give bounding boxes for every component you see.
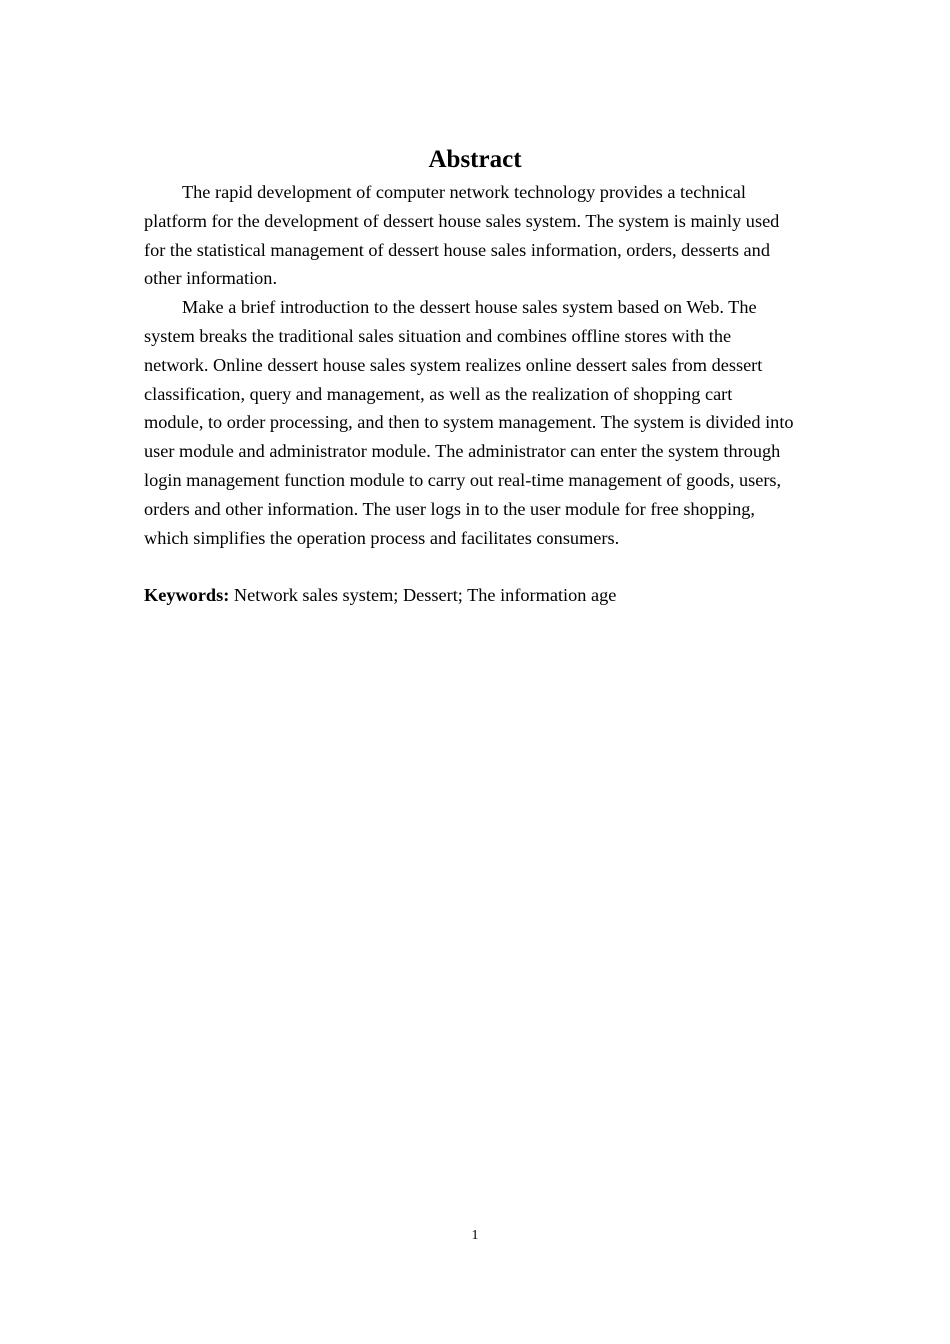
abstract-title: Abstract [428,146,522,173]
page-number: 1 [471,1228,479,1243]
abstract-paragraph-2: Make a brief introduction to the dessert house sales system based on Web. The system breaks the traditional sales situation and combines offline stores with the network. Online dessert house sales system realizes online dessert sales from dessert classification, query and management, as well as the realization of shopping cart module, to order processing, and then to system management. The system is divided into user module and administrator module. The administrator can enter the system through login management function module to carry out real-time management of goods, users, orders and other information. The user logs in to the user module for free shopping, which simplifies the operation process and facilitates consumers. [144,297,794,548]
abstract-paragraph-1: The rapid development of computer network technology provides a technical platform for the development of dessert house sales system. The system is mainly used for the statistical management of dessert house sales information, orders, desserts and other information. [144,182,780,289]
keywords-text: Network sales system; Dessert; The information age [229,585,617,606]
keywords-line [144,581,796,610]
abstract-section [144,142,796,610]
keywords-label: Keywords: [144,585,230,606]
